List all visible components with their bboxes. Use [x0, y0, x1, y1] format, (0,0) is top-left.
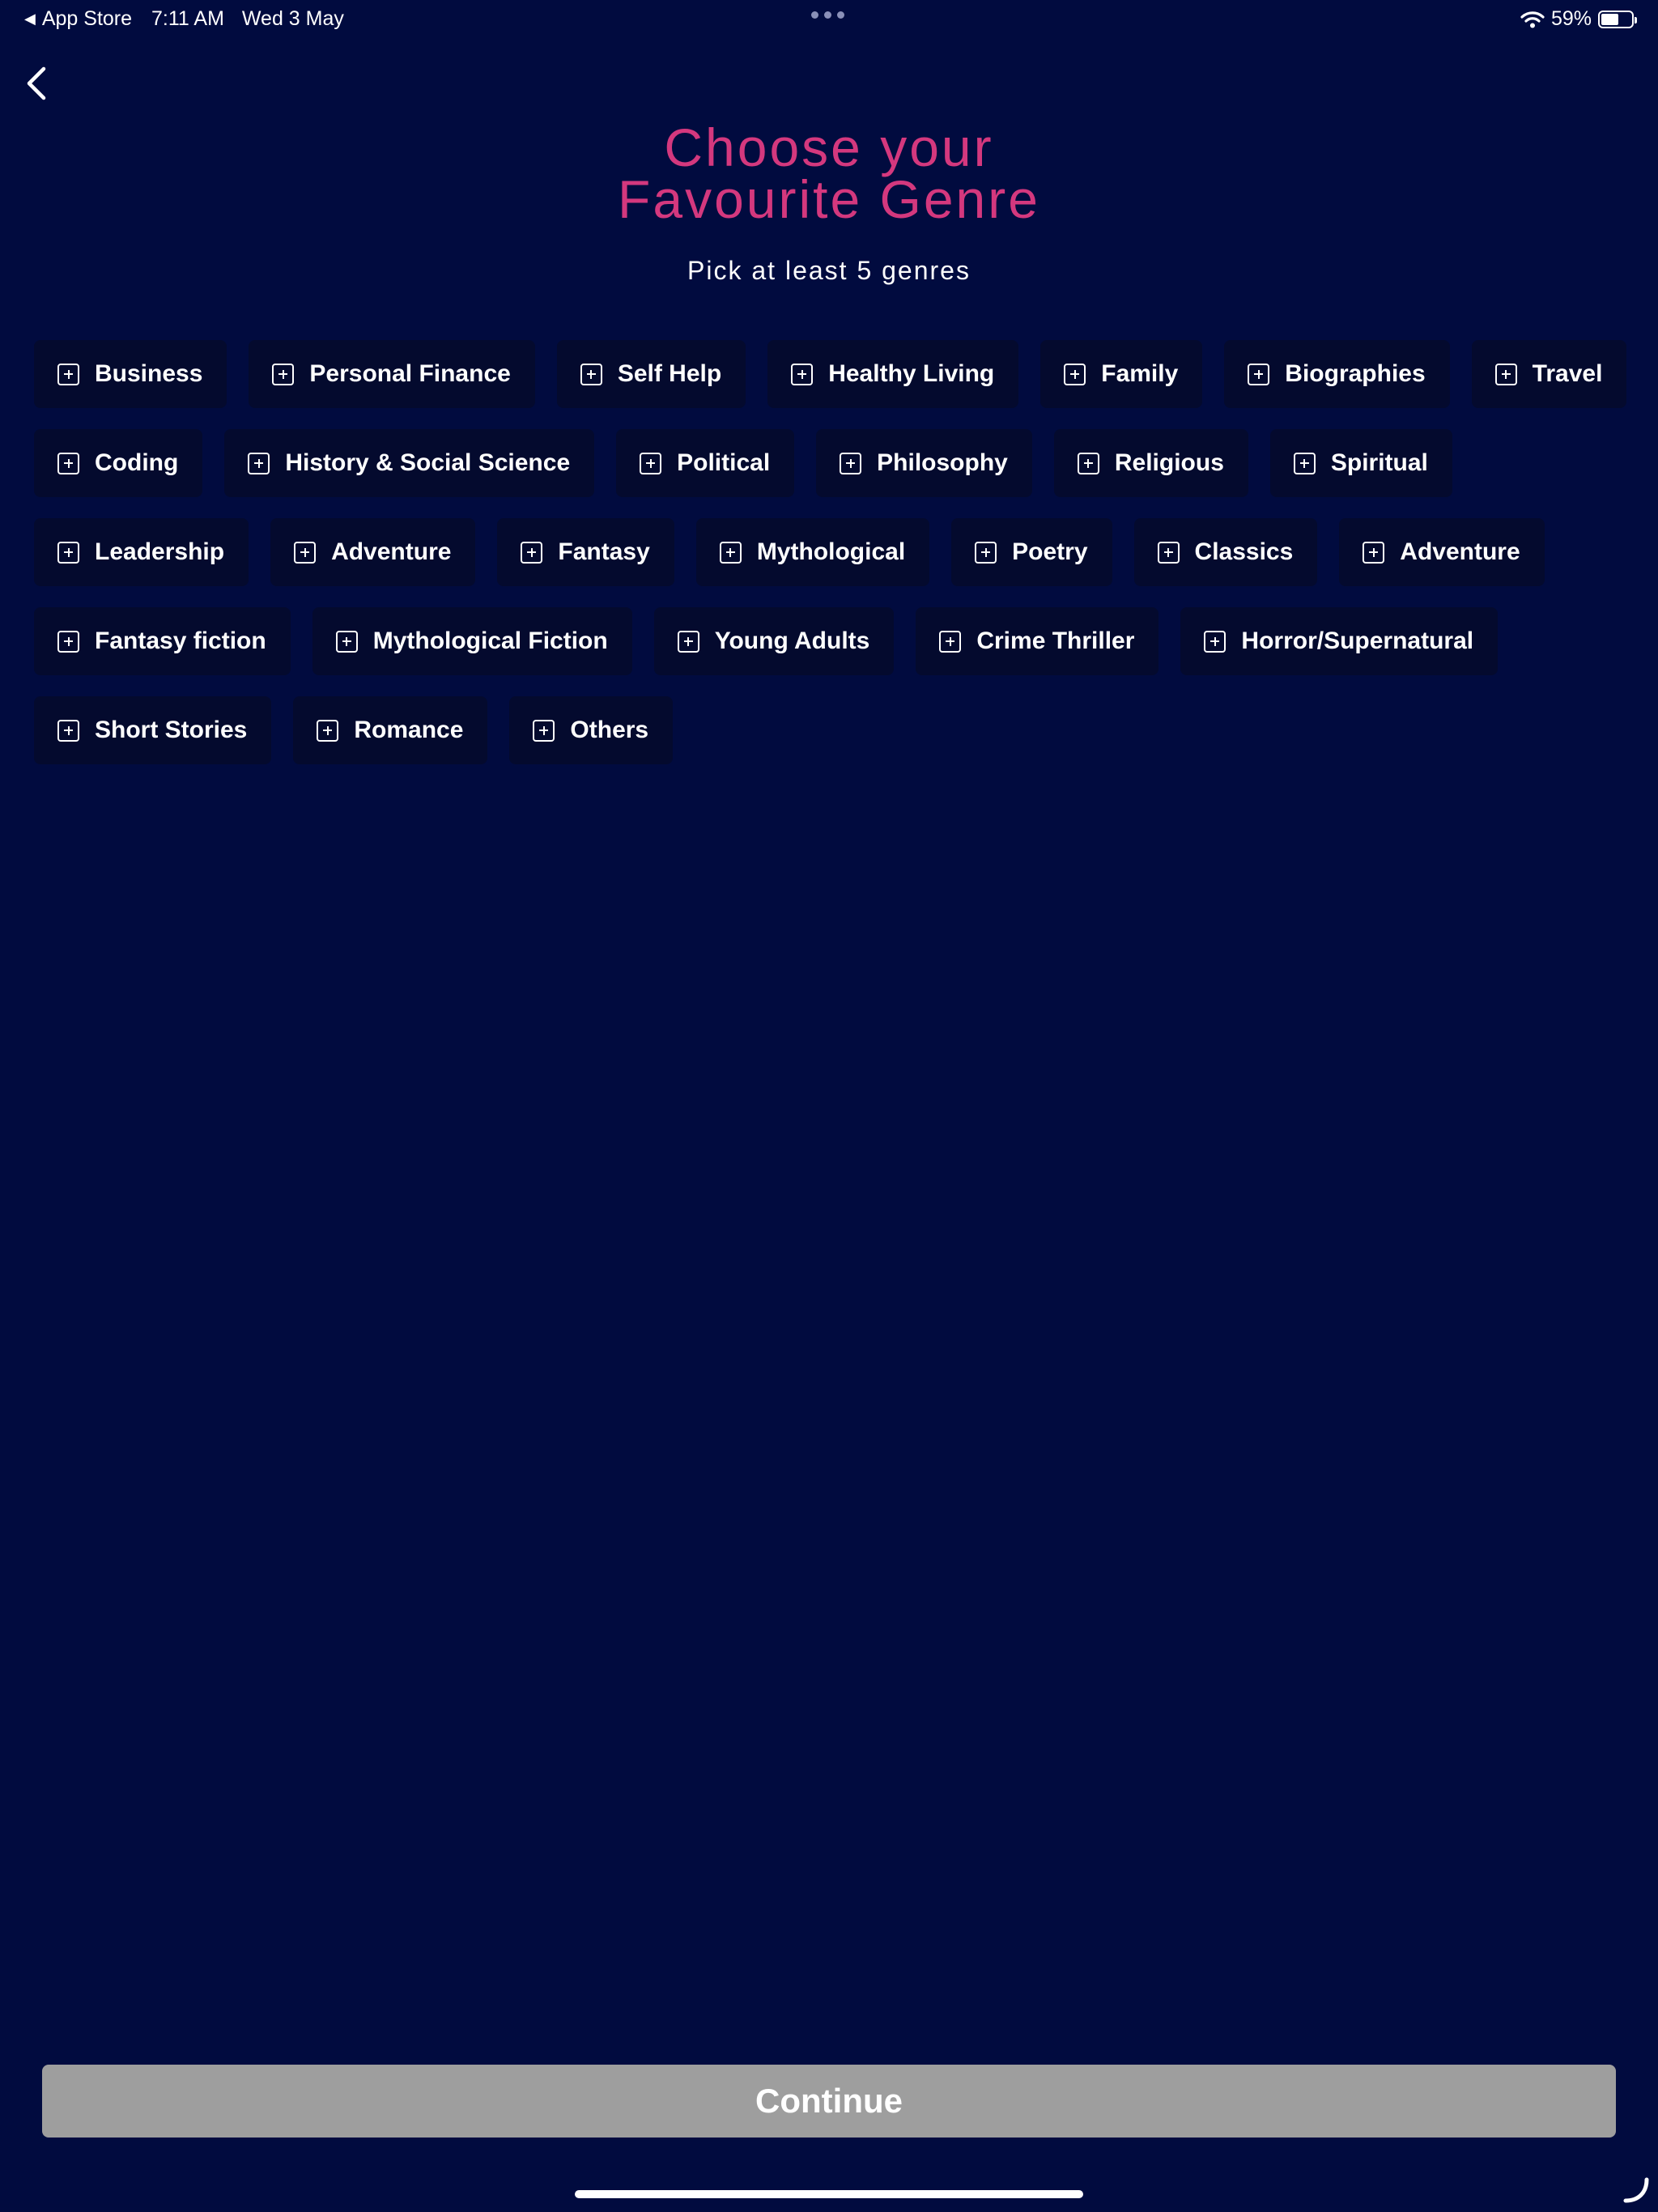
title-line-1: Choose your [664, 117, 994, 177]
genre-chip-label: Crime Thriller [976, 627, 1135, 654]
genre-chip-label: Business [95, 360, 203, 387]
genre-chip-label: Travel [1532, 360, 1603, 387]
genre-chip[interactable] [509, 696, 673, 764]
add-box-icon [791, 364, 813, 385]
multitasking-dots-icon[interactable] [811, 11, 844, 19]
chevron-left-icon [26, 66, 47, 100]
genre-chip-label: Classics [1194, 538, 1294, 565]
genre-chip[interactable] [1040, 340, 1202, 408]
continue-button[interactable]: Continue [42, 2065, 1616, 2138]
add-box-icon [1363, 542, 1384, 564]
add-box-icon [840, 453, 861, 474]
add-box-icon [1158, 542, 1180, 564]
battery-icon [1598, 11, 1634, 28]
status-left [24, 7, 344, 31]
genre-chip-label: Adventure [331, 538, 452, 565]
add-box-icon [640, 453, 661, 474]
genre-chip-label: Fantasy [558, 538, 650, 565]
genre-chip-label: Young Adults [714, 627, 870, 654]
genre-chip-label: Healthy Living [828, 360, 995, 387]
add-box-icon [1248, 364, 1269, 385]
add-box-icon [939, 631, 961, 653]
genre-chip[interactable] [1472, 340, 1627, 408]
back-button[interactable] [19, 63, 53, 104]
add-box-icon [1078, 453, 1099, 474]
add-box-icon [1495, 364, 1517, 385]
genre-chip-label: Religious [1114, 449, 1224, 476]
add-box-icon [57, 364, 79, 385]
add-box-icon [57, 631, 79, 653]
genre-chip-label: Mythological [756, 538, 906, 565]
genre-chip[interactable] [616, 429, 794, 497]
genre-chip[interactable] [951, 518, 1112, 586]
genre-chip[interactable] [1180, 607, 1498, 675]
status-bar [0, 0, 1658, 39]
phone-handset-icon [1622, 2176, 1650, 2204]
genre-chip[interactable] [34, 429, 202, 497]
genre-chip-label: Adventure [1400, 538, 1520, 565]
genre-chip[interactable] [34, 607, 291, 675]
genre-chip[interactable] [654, 607, 895, 675]
genre-chip[interactable] [270, 518, 475, 586]
genre-chip[interactable] [34, 696, 271, 764]
add-box-icon [248, 453, 270, 474]
add-box-icon [1294, 453, 1316, 474]
genre-chip[interactable] [249, 340, 534, 408]
title-line-2: Favourite Genre [618, 169, 1040, 229]
status-right [1520, 7, 1634, 31]
status-date: Wed 3 May [241, 7, 344, 30]
genre-chip-label: Fantasy fiction [95, 627, 266, 654]
back-to-app-icon[interactable]: ◀ [24, 11, 36, 27]
genre-chip-label: Biographies [1285, 360, 1426, 387]
genre-chip[interactable] [1054, 429, 1248, 497]
genre-chip-label: Leadership [95, 538, 225, 565]
add-box-icon [1064, 364, 1086, 385]
genre-chip[interactable] [293, 696, 487, 764]
genre-chip-label: Family [1101, 360, 1179, 387]
genre-chip-label: Personal Finance [309, 360, 511, 387]
add-box-icon [678, 631, 699, 653]
genre-list [34, 340, 1637, 764]
genre-chip-label: Short Stories [95, 717, 248, 743]
genre-chip-label: Romance [354, 717, 464, 743]
add-box-icon [294, 542, 316, 564]
battery-percent: 59% [1550, 7, 1592, 30]
genre-chip[interactable] [312, 607, 632, 675]
genre-chip-label: Others [570, 717, 649, 743]
add-box-icon [1204, 631, 1226, 653]
add-box-icon [317, 720, 338, 742]
genre-chip-label: Poetry [1012, 538, 1088, 565]
genre-chip-label: Horror/Supernatural [1241, 627, 1474, 654]
genre-chip[interactable] [767, 340, 1018, 408]
genre-chip-label: History & Social Science [285, 449, 571, 476]
home-indicator[interactable] [575, 2190, 1083, 2198]
genre-chip[interactable] [916, 607, 1158, 675]
genre-chip[interactable] [34, 340, 227, 408]
add-box-icon [57, 720, 79, 742]
genre-chip-label: Spiritual [1330, 449, 1428, 476]
wifi-icon [1520, 11, 1545, 28]
genre-chip-label: Coding [95, 449, 179, 476]
add-box-icon [975, 542, 997, 564]
add-box-icon [57, 453, 79, 474]
add-box-icon [336, 631, 358, 653]
genre-chip[interactable] [224, 429, 594, 497]
add-box-icon [57, 542, 79, 564]
add-box-icon [533, 720, 555, 742]
genre-chip[interactable] [1224, 340, 1449, 408]
genre-chip[interactable] [696, 518, 929, 586]
genre-chip[interactable] [816, 429, 1032, 497]
genre-chip-label: Mythological Fiction [372, 627, 608, 654]
add-box-icon [720, 542, 742, 564]
status-time: 7:11 AM [151, 7, 224, 30]
genre-chip[interactable] [34, 518, 249, 586]
genre-chip-label: Philosophy [877, 449, 1008, 476]
back-to-app-label[interactable]: App Store [41, 7, 133, 30]
genre-chip[interactable] [1270, 429, 1452, 497]
genre-chip-label: Self Help [617, 360, 722, 387]
page-subtitle: Pick at least 5 genres [687, 256, 971, 285]
genre-chip[interactable] [1134, 518, 1318, 586]
add-box-icon [580, 364, 602, 385]
genre-chip-label: Political [677, 449, 771, 476]
genre-chip[interactable] [497, 518, 674, 586]
add-box-icon [272, 364, 294, 385]
page-title [0, 117, 1658, 229]
add-box-icon [521, 542, 542, 564]
genre-chip[interactable] [1339, 518, 1544, 586]
genre-chip[interactable] [557, 340, 746, 408]
